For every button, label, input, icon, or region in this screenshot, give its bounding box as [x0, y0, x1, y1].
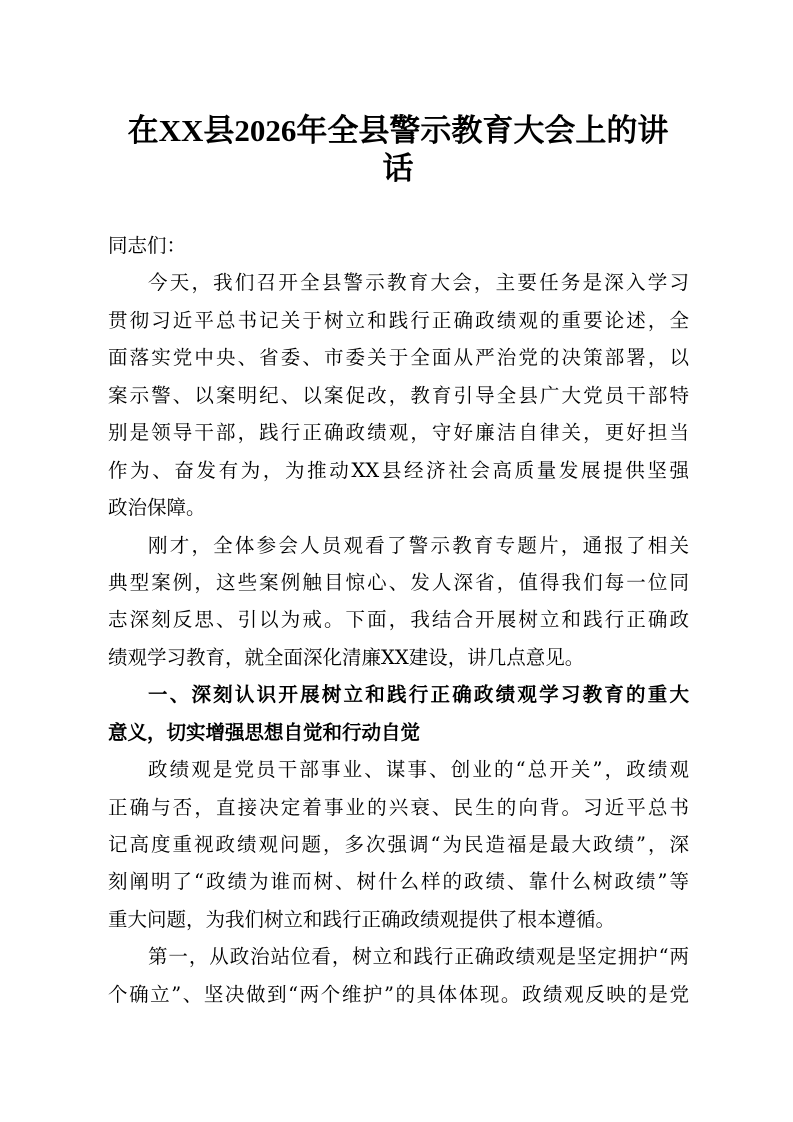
- text-line: 一、深刻认识开展树立和践行正确政绩观学习教育的重大: [148, 683, 689, 707]
- text-line: 面落实党中央、省委、市委关于全面从严治党的决策部署，以: [108, 346, 689, 370]
- paragraph: [108, 938, 689, 1013]
- paragraph: [108, 264, 689, 526]
- text-line: 别是领导干部，践行正确政绩观，守好廉洁自律关，更好担当: [108, 421, 689, 445]
- text-line: 重大问题，为我们树立和践行正确政绩观提供了根本遵循。: [108, 907, 616, 931]
- text-line: 政治保障。: [108, 496, 206, 520]
- text-line: 记高度重视政绩观问题，多次强调“为民造福是最大政绩”，深: [108, 833, 689, 856]
- text-line: 正确与否，直接决定着事业的兴衰、民生的向背。习近平总书: [108, 795, 689, 819]
- section-heading: [108, 676, 689, 751]
- salutation: 同志们：: [108, 234, 187, 257]
- text-line: 贯彻习近平总书记关于树立和践行正确政绩观的重要论述，全: [108, 308, 689, 332]
- text-line: 个确立”、坚决做到“两个维护”的具体体现。政绩观反映的是党: [108, 982, 689, 1006]
- text-line: 第一，从政治站位看，树立和践行正确政绩观是坚定拥护“两: [148, 945, 689, 969]
- paragraph: [108, 527, 689, 677]
- text-line: 作为、奋发有为，为推动XX县经济社会高质量发展提供坚强: [108, 458, 689, 482]
- text-line: 刚才，全体参会人员观看了警示教育专题片，通报了相关: [148, 533, 689, 557]
- paragraph: [108, 751, 689, 938]
- text-line: 志深刻反思、引以为戒。下面，我结合开展树立和践行正确政: [108, 608, 689, 632]
- text-line: 典型案例，这些案例触目惊心、发人深省，值得我们每一位同: [108, 570, 689, 594]
- title-line-2: 话: [382, 151, 414, 186]
- text-line: 案示警、以案明纪、以案促改，教育引导全县广大党员干部特: [108, 383, 689, 407]
- text-line: 绩观学习教育，就全面深化清廉XX建设，讲几点意见。: [108, 645, 585, 669]
- document-body: [108, 227, 689, 1013]
- text-line: 刻阐明了“政绩为谁而树、树什么样的政绩、靠什么树政绩”等: [108, 870, 689, 894]
- document-title: [100, 112, 696, 188]
- text-line: 今天，我们召开全县警示教育大会，主要任务是深入学习: [148, 271, 689, 295]
- text-line: 意义，切实增强思想自觉和行动自觉: [108, 720, 421, 744]
- text-line: 政绩观是党员干部事业、谋事、创业的“总开关”，政绩观: [148, 758, 689, 782]
- title-line-1: 在XX县2026年全县警示教育大会上的讲: [127, 113, 669, 148]
